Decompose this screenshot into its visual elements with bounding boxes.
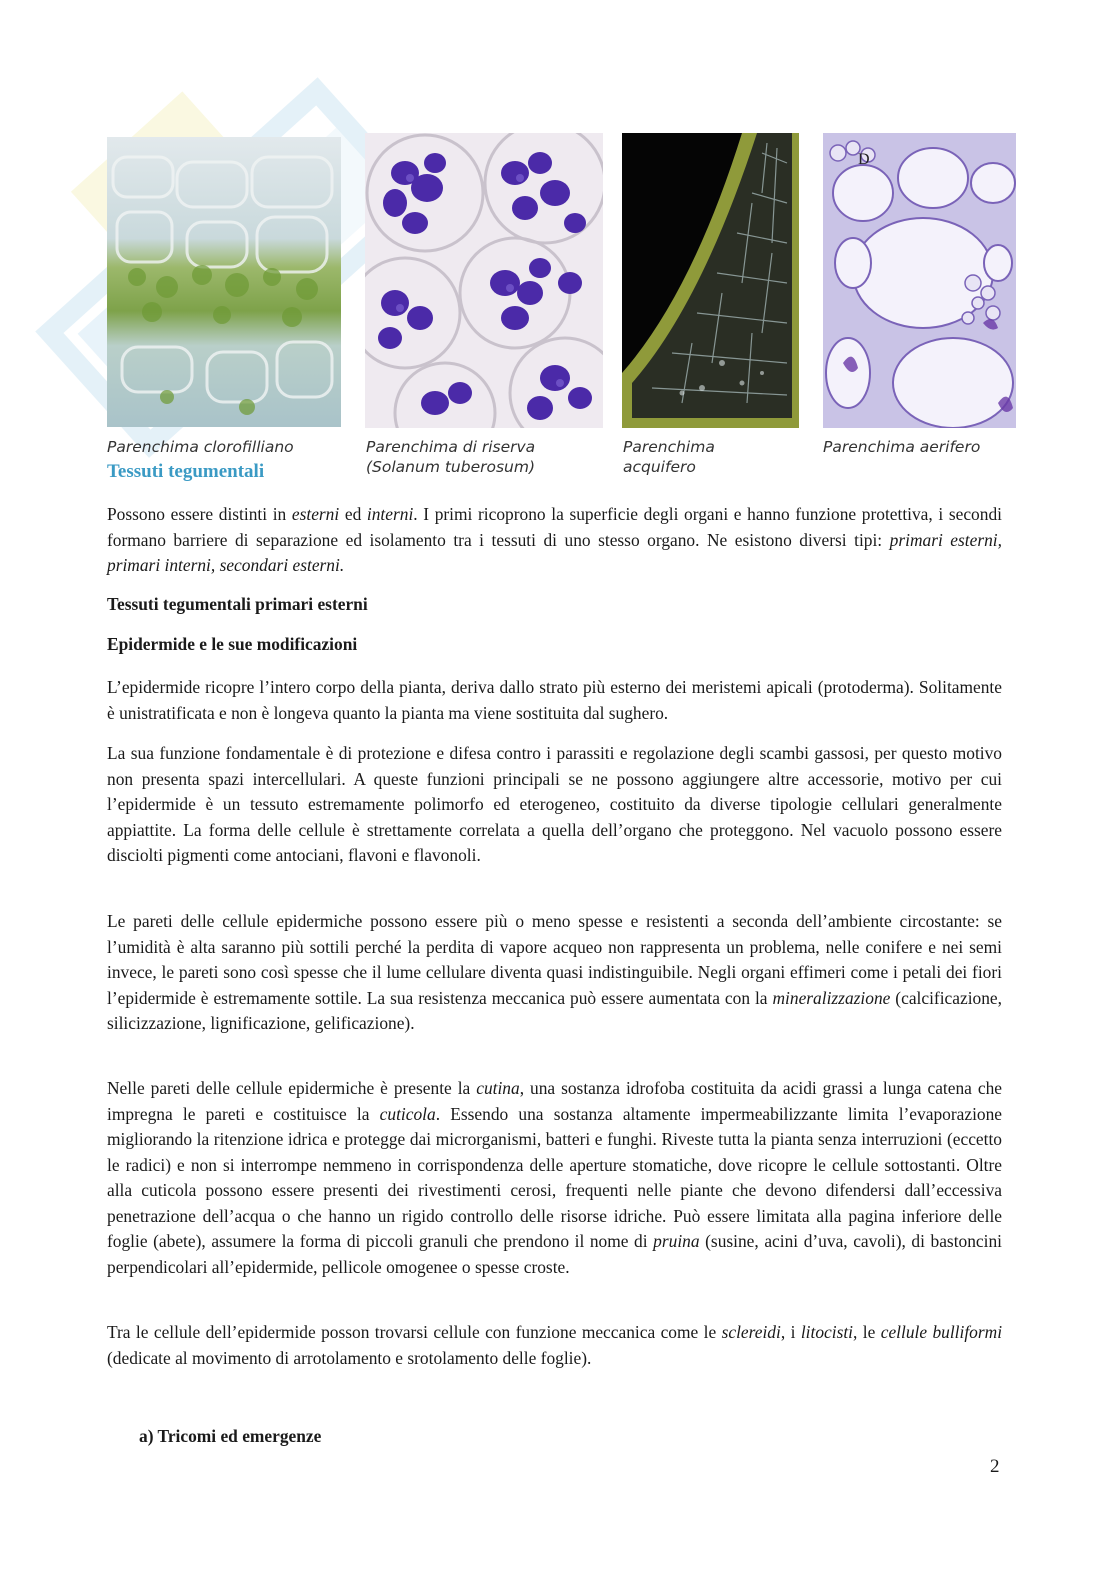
- section-title: Tessuti tegumentali: [107, 461, 265, 482]
- italic-term: cutina: [476, 1078, 520, 1098]
- text-run: La sua funzione fondamentale è di protezione e difesa contro i parassiti e regolazione degli scambi gassosi, per questo motivo non presenta spazi intercellulari. A queste funzioni principali se ne possono aggiungere altre accessorie, motivo per cui l’epidermide è un tessuto estremamente polimorfo ed eterogeneo, costituito da diverse tipologie cellulari generalmente appiattite. La forma delle cellule è strettamente correlata a quella dell’organo che proteggono. Nel vacuolo possono essere disciolti pigmenti come antociani, flavoni e flavonoli.: [107, 743, 1002, 865]
- italic-term: mineralizzazione: [772, 987, 891, 1008]
- text-run: (dedicate al movimento di arrotolamento e srotolamento delle foglie).: [107, 1347, 592, 1368]
- figure-parenchima-di-riserva: [365, 133, 603, 428]
- figure-caption: Parenchima di riserva (Solanum tuberosum): [366, 438, 536, 476]
- body-paragraph: [107, 909, 1002, 1037]
- text-run: Tra le cellule dell’epidermide posson trovarsi cellule con funzione meccanica come le: [107, 1322, 722, 1342]
- italic-term: interni: [366, 504, 414, 524]
- text-run: , le: [853, 1322, 881, 1342]
- italic-term: pruina: [653, 1231, 700, 1251]
- italic-term: sclereidi: [721, 1322, 781, 1342]
- italic-term: cuticola: [379, 1103, 436, 1124]
- figure-label: D: [858, 151, 870, 168]
- text-run: (calcificazione, silicizzazione, lignificazione, gelificazione).: [107, 987, 1002, 1033]
- figure-parenchima-acquifero: [622, 133, 799, 428]
- text-run: , una sostanza idrofoba costituita da acidi grassi a lunga catena che impregna le pareti e costituisce la: [107, 1078, 1002, 1124]
- italic-term: primari esterni, primari interni, secondari esterni.: [107, 529, 1002, 575]
- body-paragraph: [107, 1320, 1002, 1371]
- text-run: ed: [339, 504, 367, 524]
- text-run: Possono essere distinti in: [107, 504, 292, 524]
- list-heading: a) Tricomi ed emergenze: [139, 1426, 322, 1446]
- figure-parenchima-clorofilliano: [107, 137, 341, 427]
- body-paragraph: [107, 1076, 1002, 1280]
- subsection-heading: Tessuti tegumentali primari esterni: [107, 594, 368, 614]
- body-paragraph: [107, 675, 1002, 726]
- subsection-heading: Epidermide e le sue modificazioni: [107, 634, 358, 654]
- text-run: L’epidermide ricopre l’intero corpo della pianta, deriva dallo strato più esterno dei meristemi apicali (protoderma). Solitamente è unistratificata e non è longeva quanto la pianta ma viene sostituita dal sughero.: [107, 677, 1002, 723]
- figure-caption: Parenchima aerifero: [823, 438, 981, 456]
- italic-term: cellule bulliformi: [880, 1322, 1003, 1342]
- figure-parenchima-aerifero: [823, 133, 1016, 428]
- text-run: . Essendo una sostanza altamente impermeabilizzante limita l’evaporazione migliorando la ritenzione idrica e protegge dai microrganismi, batteri e funghi. Riveste tutta la pianta senza interruzioni (eccetto le radici) e non si interrompe nemmeno in corrispondenza delle aperture stomatiche, dove ricopre le cellule sottostanti. Oltre alla cuticola possono essere presenti dei rivestimenti cerosi, frequenti nelle piante che devono difendersi dall’eccessiva penetrazione dell’acqua o che hanno un rigido controllo delle risorse idriche. Può essere limitata alla pagina inferiore delle foglie (abete), assumere la forma di piccoli granuli che prendono il nome di: [107, 1103, 1003, 1251]
- figure-caption: Parenchima clorofilliano: [107, 438, 294, 456]
- text-run: , i: [780, 1322, 801, 1342]
- text-run: . I primi ricoprono la superficie degli organi e hanno funzione protettiva, i secondi formano barriere di separazione ed isolamento tra i tessuti di uno stesso organo. Ne esistono diversi tipi:: [107, 504, 1002, 550]
- italic-term: esterni: [291, 504, 340, 524]
- page-number: 2: [990, 1456, 1000, 1477]
- italic-term: litocisti: [800, 1322, 854, 1342]
- text-run: (susine, acini d’uva, cavoli), di bastoncini perpendicolari all’epidermide, pellicole omogenee o spesse croste.: [107, 1231, 1002, 1277]
- text-run: Nelle pareti delle cellule epidermiche è presente la: [107, 1078, 477, 1098]
- body-paragraph: [107, 741, 1002, 869]
- intro-paragraph: [107, 502, 1002, 579]
- figure-caption: Parenchima acquifero: [623, 438, 715, 476]
- text-run: Le pareti delle cellule epidermiche possono essere più o meno spesse e resistenti a seconda dell’ambiente circostante: se l’umidità è alta saranno più sottili perché la perdita di vapore acqueo non rappresenta un problema, nelle conifere e nei semi invece, le pareti sono così spesse che il lume cellulare diventa quasi indistinguibile. Negli organi effimeri come i petali dei fiori l’epidermide è estremamente sottile. La sua resistenza meccanica può essere aumentata con la: [107, 911, 1002, 1008]
